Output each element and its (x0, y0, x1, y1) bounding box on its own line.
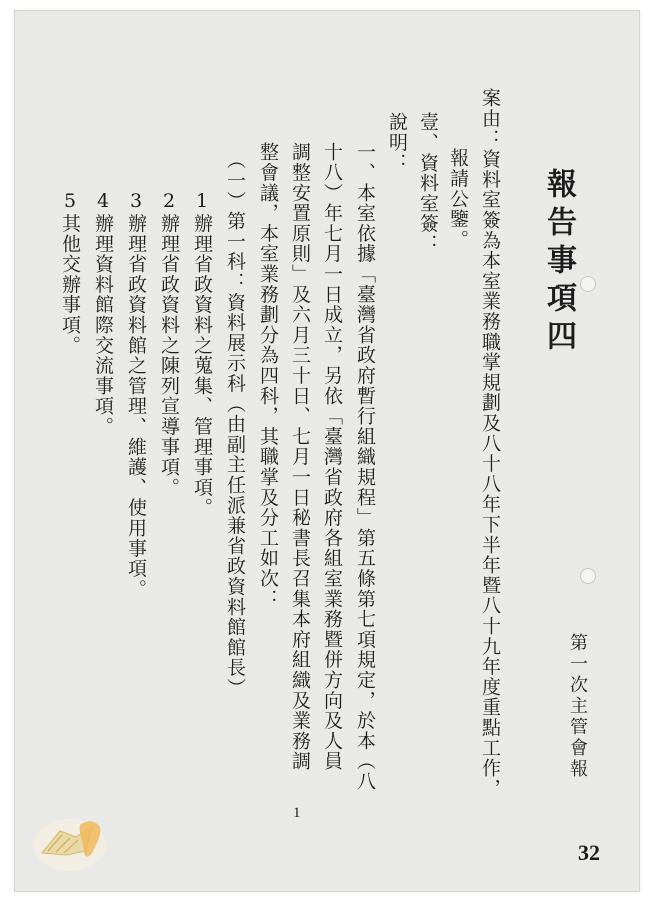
report-title: 報告事項四 (541, 168, 576, 358)
footnote-number: 1 (293, 805, 301, 821)
item1-line-a: 一、本室依據「臺灣省政府暫行組織規程」第五條第七項規定，於本（八 (354, 142, 376, 792)
binding-hole-bottom (580, 568, 596, 584)
case-line: 案由：資料室簽為本室業務職掌規劃及八十八年下半年暨八十九年度重點工作， (479, 88, 501, 799)
meeting-label: 第一次主管會報 (567, 633, 588, 780)
section1-heading: （一）第一科：資料展示科（由副主任派兼省政資料館館長） (224, 150, 246, 699)
subitem-3: 3辦理省政資料館之管理、維護、使用事項。 (125, 190, 147, 599)
item1-line-c: 調整安置原則」及六月三十日、七月一日秘書長召集本府組織及業務調 (289, 142, 311, 772)
subitem-1: 1辦理省政資料之蒐集、管理事項。 (191, 190, 213, 518)
subitem-2: 2辦理省政資料之陳列宣導事項。 (158, 190, 180, 498)
item1-line-b: 十八）年七月一日成立，另依「臺灣省政府各組室業務暨併方向及人員 (321, 142, 343, 772)
explain-label: 說明： (386, 112, 408, 173)
page-number: 32 (578, 840, 600, 865)
subitem-4: 4辦理資料館際交流事項。 (92, 190, 114, 437)
sign-line: 壹、資料室簽： (417, 112, 439, 255)
case-line-continued: 報請公鑒。 (447, 148, 469, 250)
subitem-5: 5其他交辦事項。 (59, 190, 81, 356)
archive-logo-icon (30, 805, 120, 875)
item1-line-d: 整會議，本室業務劃分為四科，其職掌及分工如次： (257, 142, 279, 609)
binding-hole-top (580, 276, 596, 292)
